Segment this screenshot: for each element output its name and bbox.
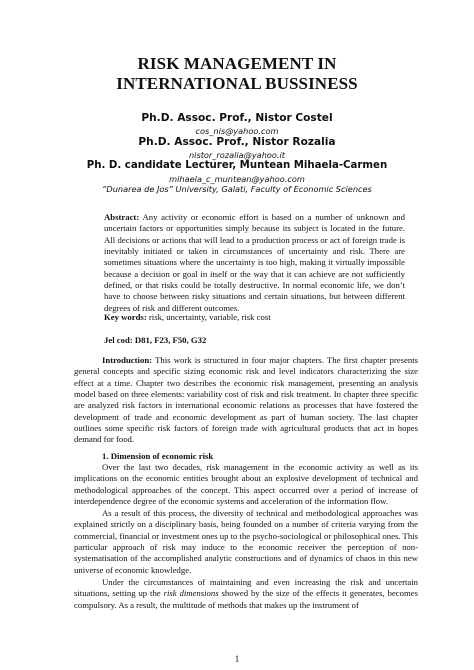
abstract: [104, 212, 405, 314]
jel-label: Jel cod:: [104, 335, 133, 345]
keywords-label: Key words:: [104, 312, 147, 322]
keywords-text: risk, uncertainty, variable, risk cost: [148, 312, 271, 322]
abstract-label: Abstract:: [104, 212, 140, 222]
introduction-text: This work is structured in four major chapters. The first chapter presents general concepts and specific sizing economic risk and level indicators characterizing the size effect at a time. Chapter two describes the economic risk management, presenting an analysis model based on three elements: variability cost of risk and risk treatment. In chapter three specific are analyzed risk factors in international economic relations as processes that have fostered the development of trade and economic development as part of human society. The last chapter outlines some specific risk factors of foreign trade with agricultural products that act in hopes demand for food.: [74, 355, 418, 445]
introduction: [74, 355, 418, 446]
author-name-2: Ph.D. Assoc. Prof., Nistor Rozalia: [138, 136, 336, 148]
introduction-label: Introduction:: [102, 355, 153, 365]
paragraph-3-text-b: showed by the size of the effects it generates, becomes compulsory. As a result, the multitude of methods that makes up the instrument of: [74, 588, 418, 610]
jel-codes: [104, 335, 405, 346]
author-name-3: Ph. D. candidate Lecturer, Muntean Mihaela-Carmen: [86, 160, 388, 171]
section-paragraph-2: As a result of this process, the diversity of technical and methodological approaches was explained strictly on a disciplinary basis, being founded on a number of criteria varying from the commercial, financial or investment ones up to the psycho-sociological or philosophical ones. This particular approach of risk may induce to the economic receiver the perception of non-systematisation of the accomplished analytic constructions and of dynamics of chaos in this new universe of economic knowledge.: [74, 508, 418, 575]
section-heading: 1. Dimension of economic risk: [102, 451, 214, 461]
author-email-3: mihaela_c_muntean@yahoo.com: [169, 174, 305, 184]
section-paragraph-3: [74, 577, 418, 611]
author-email-2: nistor_rozalia@yahoo.it: [188, 150, 285, 160]
page-number: 1: [234, 654, 240, 664]
paper-title: [60, 54, 414, 94]
keywords: [104, 312, 405, 323]
affiliation: “Dunarea de Jos” University, Galati, Faculty of Economic Sciences: [102, 184, 372, 194]
paragraph-3-emphasis: risk dimensions: [163, 588, 219, 599]
abstract-text: Any activity or economic effort is based on a number of unknown and uncertain factors or opportunities simply because its subject is located in the future. All decisions or actions that will lead to a production process or act of foreign trade is inevitably initiated or taken in circumstances of uncertainty and risk. There are sometimes situations where the uncertainty is too high, making it virtually impossible because a decision or goal in itself or the way that it can achieve are not sufficiently defined, or that risks could be totally destructive. In normal economic life, we don’t have to choose between risky situations and certain situations, but between different degrees of risk and different outcomes.: [104, 212, 405, 313]
author-name-1: Ph.D. Assoc. Prof., Nistor Costel: [141, 112, 333, 124]
title-line-2: INTERNATIONAL BUSSINESS: [116, 74, 358, 93]
title-line-1: RISK MANAGEMENT IN: [137, 54, 337, 73]
jel-text: D81, F23, F50, G32: [134, 335, 207, 345]
section-paragraph-1: Over the last two decades, risk management in the economic activity as well as its implications on the economic entities brought about an explosive development of technical and methodological approaches of the concept. This aspect occurred over a period of increase of interdependence degree of the economic systems and acceleration of the information flow.: [74, 462, 418, 507]
paragraph-3-text-a: Under the circumstances of maintaining and even increasing the risk and uncertain situations, setting up the: [74, 577, 418, 599]
author-email-1: cos_nis@yahoo.com: [195, 126, 279, 136]
